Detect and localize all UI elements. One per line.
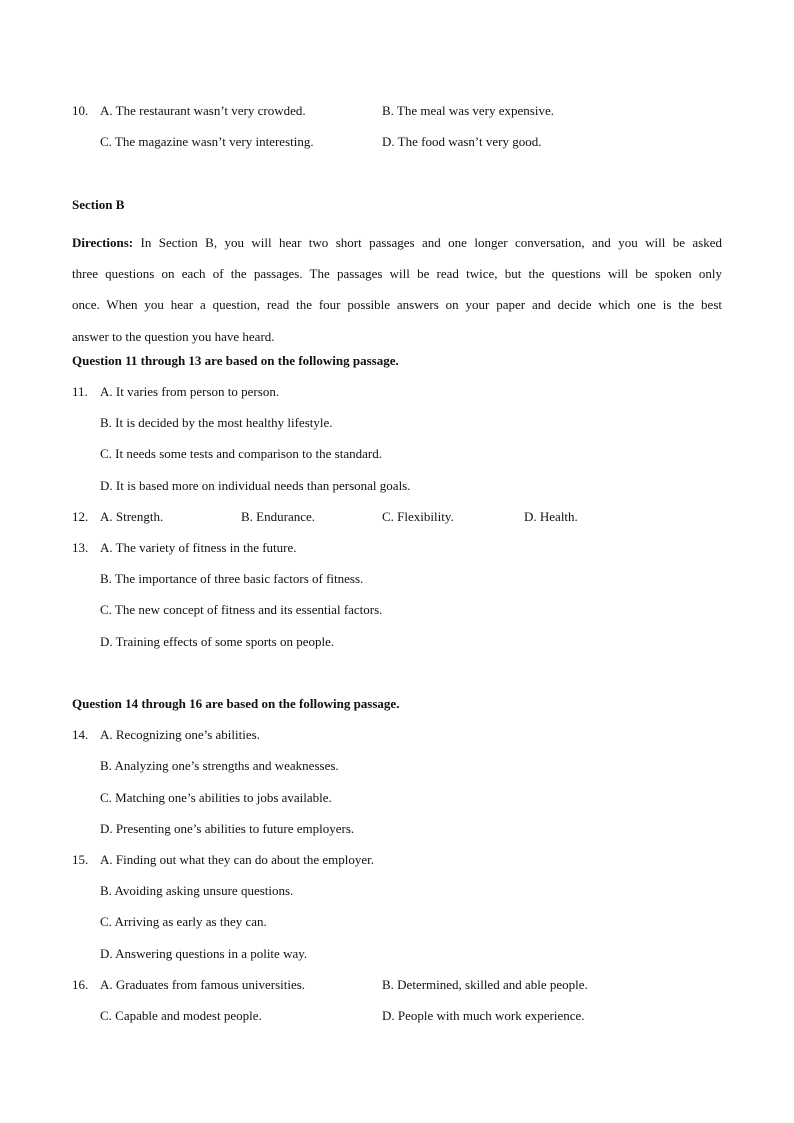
option-b: B. Avoiding asking unsure questions. <box>100 883 294 898</box>
option-d: D. Training effects of some sports on people. <box>100 634 335 649</box>
option-d: D. It is based more on individual needs than personal goals. <box>100 478 411 493</box>
option-a: A. Graduates from famous universities. <box>100 977 306 992</box>
option-b: B. It is decided by the most healthy lifestyle. <box>100 415 333 430</box>
directions-text-1: In Section B, you will hear two short passages and one longer conversation, and you will be asked <box>133 235 722 250</box>
passage-heading: Question 14 through 16 are based on the following passage. <box>72 696 400 711</box>
option-b: B. Endurance. <box>241 509 316 524</box>
question-number: 15. <box>72 852 89 867</box>
option-c: C. Arriving as early as they can. <box>100 914 267 929</box>
directions <box>72 227 722 352</box>
option-c: C. Capable and modest people. <box>100 1008 262 1023</box>
option-d: D. Health. <box>524 509 578 524</box>
option-a: A. Recognizing one’s abilities. <box>100 727 260 742</box>
directions-line-4: answer to the question you have heard. <box>72 328 275 344</box>
option-b: B. The meal was very expensive. <box>382 103 554 118</box>
option-c: C. Flexibility. <box>382 509 454 524</box>
question-number: 12. <box>72 509 89 524</box>
option-a: A. The restaurant wasn’t very crowded. <box>100 103 306 118</box>
option-c: C. It needs some tests and comparison to the standard. <box>100 446 382 461</box>
option-c: C. The magazine wasn’t very interesting. <box>100 134 314 149</box>
option-d: D. The food wasn’t very good. <box>382 134 542 149</box>
option-d: D. People with much work experience. <box>382 1008 585 1023</box>
option-a: A. Strength. <box>100 509 164 524</box>
option-a: A. Finding out what they can do about the employer. <box>100 852 375 867</box>
directions-line-3: once. When you hear a question, read the four possible answers on your paper and decide which one is the best <box>72 297 722 313</box>
directions-line-1 <box>72 227 722 258</box>
option-d: D. Answering questions in a polite way. <box>100 946 308 961</box>
question-number: 11. <box>72 384 88 399</box>
directions-label: Directions: <box>72 235 134 250</box>
option-c: C. The new concept of fitness and its essential factors. <box>100 602 383 617</box>
question-number: 10. <box>72 103 89 118</box>
question-number: 14. <box>72 727 89 742</box>
directions-line-2: three questions on each of the passages. The passages will be read twice, but the questions will be spoken only <box>72 266 722 282</box>
passage-heading: Question 11 through 13 are based on the following passage. <box>72 353 399 368</box>
option-a: A. It varies from person to person. <box>100 384 280 399</box>
option-b: B. The importance of three basic factors of fitness. <box>100 571 364 586</box>
option-b: B. Analyzing one’s strengths and weaknesses. <box>100 758 339 773</box>
option-a: A. The variety of fitness in the future. <box>100 540 297 555</box>
option-d: D. Presenting one’s abilities to future employers. <box>100 821 355 836</box>
section-title: Section B <box>72 197 125 212</box>
question-number: 16. <box>72 977 89 992</box>
option-b: B. Determined, skilled and able people. <box>382 977 588 992</box>
option-c: C. Matching one’s abilities to jobs available. <box>100 790 332 805</box>
question-number: 13. <box>72 540 89 555</box>
